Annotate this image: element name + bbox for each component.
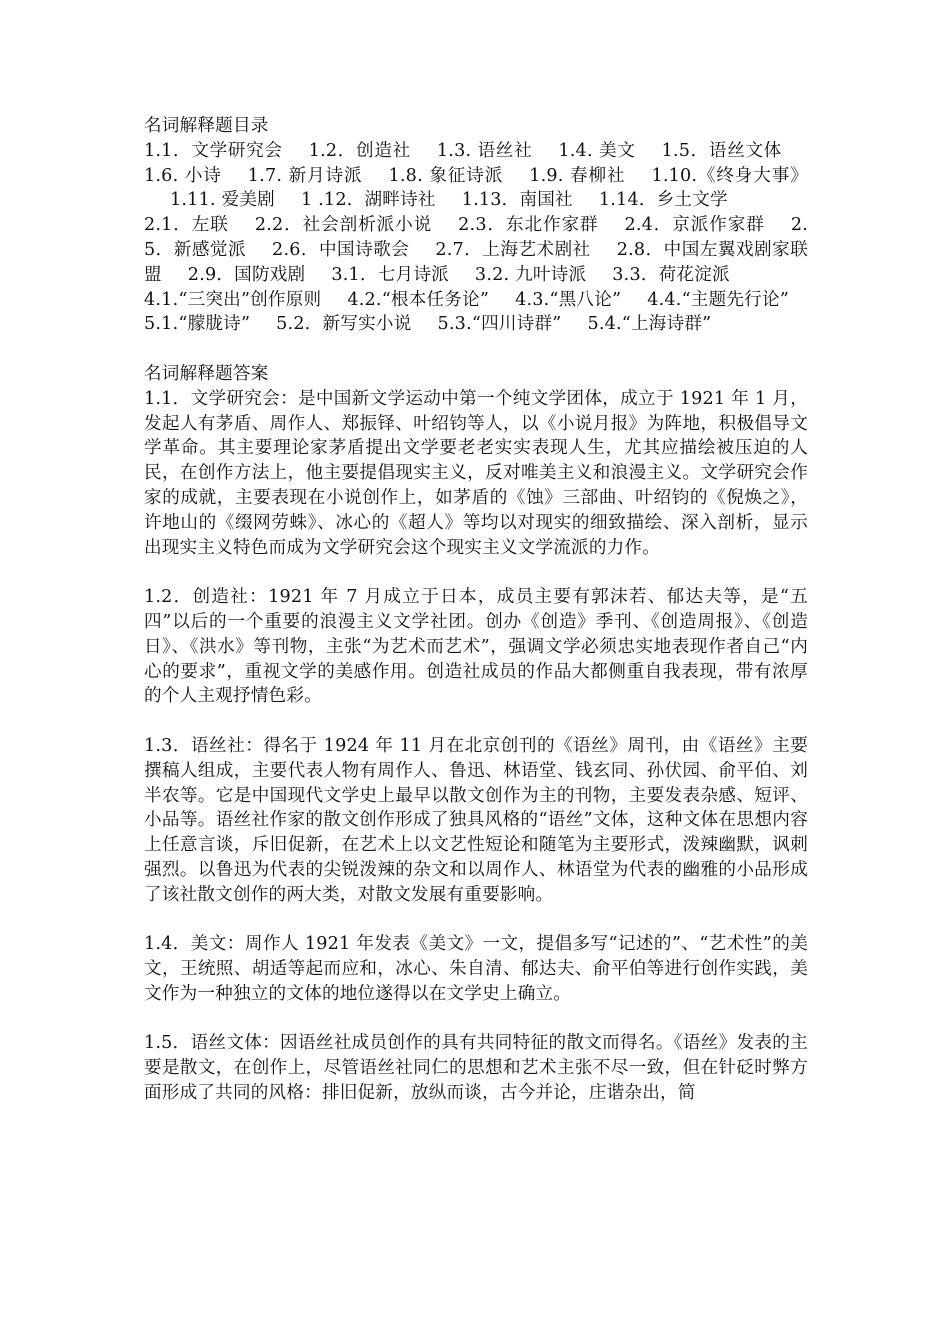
toc-item: 4.2.“根本任务论” <box>347 289 490 310</box>
toc-item: 1.1．文学研究会 <box>144 140 283 161</box>
toc-item: 2.8．中国左翼戏剧家联盟 <box>144 239 808 285</box>
spacer <box>144 1007 808 1032</box>
spacer <box>144 560 808 585</box>
answer-paragraph: 1.1．文学研究会：是中国新文学运动中第一个纯文学团体，成立于 1921 年 1 月，发起人有茅盾、周作人、郑振铎、叶绍钧等人，以《小说月报》为阵地，积极倡导文学革命。其主要理论家茅盾提出文学要老老实实表现人生，尤其应描绘被压迫的人民，在创作方法上，他主要提倡现实主义，反对唯美主义和浪漫主义。文学研究会作家的成就，主要表现在小说创作上，如茅盾的《蚀》三部曲、叶绍钧的《倪焕之》，许地山的《缀网劳蛛》、冰心的《超人》等均以对现实的细致描绘、深入剖析，显示出现实主义特色而成为文学研究会这个现实主义文学流派的力作。 <box>144 388 808 558</box>
toc-item: 5.4.“上海诗群” <box>587 314 712 335</box>
spacer <box>144 908 808 933</box>
toc-title: 名词解释题目录 <box>144 116 269 136</box>
toc-item: 5.2．新写实小说 <box>276 314 412 335</box>
document-page <box>144 114 808 1106</box>
toc-item: 5.1.“朦胧诗” <box>144 314 251 335</box>
toc-item: 4.4.“主题先行论” <box>647 289 789 310</box>
toc-item: 1.3. 语丝社 <box>436 140 533 161</box>
toc-item: 1.6. 小诗 <box>144 165 222 186</box>
toc-item: 2.6．中国诗歌会 <box>272 239 410 260</box>
toc-item: 1.5．语丝文体 <box>661 140 783 161</box>
toc-item: 2.1．左联 <box>144 215 229 236</box>
toc-item: 1.9. 春柳社 <box>529 165 626 186</box>
toc-item: 5.3.“四川诗群” <box>437 314 562 335</box>
toc-item: 1.13．南国社 <box>461 190 573 211</box>
toc-group-2 <box>144 213 808 287</box>
toc-item: 2.4．京派作家群 <box>624 215 765 236</box>
toc-item: 2.7．上海艺术剧社 <box>435 239 591 260</box>
toc-item: 3.1．七月诗派 <box>331 264 449 285</box>
toc-item: 2.5．新感觉派 <box>144 215 808 260</box>
toc-group-1 <box>144 139 808 213</box>
toc-item: 1.14．乡土文学 <box>598 190 728 211</box>
toc-item: 4.1.“三突出”创作原则 <box>144 289 322 310</box>
toc-item: 2.3．东北作家群 <box>458 215 599 236</box>
toc-item: 3.3．荷花淀派 <box>612 264 730 285</box>
toc-item: 2.2．社会剖析派小说 <box>254 215 433 236</box>
toc-item: 1.4. 美文 <box>558 140 636 161</box>
toc-item: 1.11. 爱美剧 <box>170 190 275 211</box>
toc-item: 1.8. 象征诗派 <box>388 165 504 186</box>
toc-group-4 <box>144 312 808 337</box>
answer-paragraph: 1.5．语丝文体：因语丝社成员创作的具有共同特征的散文而得名。《语丝》发表的主要是散文，在创作上，尽管语丝社同仁的思想和艺术主张不尽一致，但在针砭时弊方面形成了共同的风格：排旧促新，放纵而谈，古今并论，庄谐杂出，简 <box>144 1033 808 1104</box>
toc-item: 2.9．国防戏剧 <box>187 264 306 285</box>
spacer <box>144 709 808 734</box>
toc-item: 4.3.“黑八论” <box>515 289 622 310</box>
toc-item: 1.7. 新月诗派 <box>247 165 363 186</box>
toc-item: 1 .12．湖畔诗社 <box>300 190 436 211</box>
toc-group-3 <box>144 288 808 313</box>
toc-item: 1.10.《终身大事》 <box>651 165 809 186</box>
spacer <box>144 337 808 362</box>
answer-paragraph: 1.4．美文：周作人 1921 年发表《美文》一文，提倡多写“记述的”、“艺术性”的美文，王统照、胡适等起而应和，冰心、朱自清、郁达夫、俞平伯等进行创作实践，美文作为一种独立的文体的地位遂得以在文学史上确立。 <box>144 934 808 1004</box>
answer-paragraph: 1.2．创造社：1921 年 7 月成立于日本，成员主要有郭沫若、郁达夫等，是“五四”以后的一个重要的浪漫主义文学社团。创办《创造》季刊、《创造周报》、《创造日》、《洪水》等刊物，主张“为艺术而艺术”，强调文学必须忠实地表现作者自己“内心的要求”，重视文学的美感作用。创造社成员的作品大都侧重自我表现，带有浓厚的个人主观抒情色彩。 <box>144 587 808 707</box>
toc-item: 3.2. 九叶诗派 <box>474 264 587 285</box>
answers-title: 名词解释题答案 <box>144 363 269 384</box>
toc-item: 1.2．创造社 <box>308 140 411 161</box>
answer-paragraph: 1.3．语丝社：得名于 1924 年 11 月在北京创刊的《语丝》周刊，由《语丝》主要撰稿人组成，主要代表人物有周作人、鲁迅、林语堂、钱玄同、孙伏园、俞平伯、刘半农等。它是中国现代文学史上最早以散文创作为主的刊物，主要发表杂感、短评、小品等。语丝社作家的散文创作形成了独具风格的“语丝”文体，这种文体在思想内容上任意言谈，斥旧促新，在艺术上以文艺性短论和随笔为主要形式，泼辣幽默，讽刺强烈。以鲁迅为代表的尖锐泼辣的杂文和以周作人、林语堂为代表的幽雅的小品形成了该社散文创作的两大类，对散文发展有重要影响。 <box>144 735 808 905</box>
